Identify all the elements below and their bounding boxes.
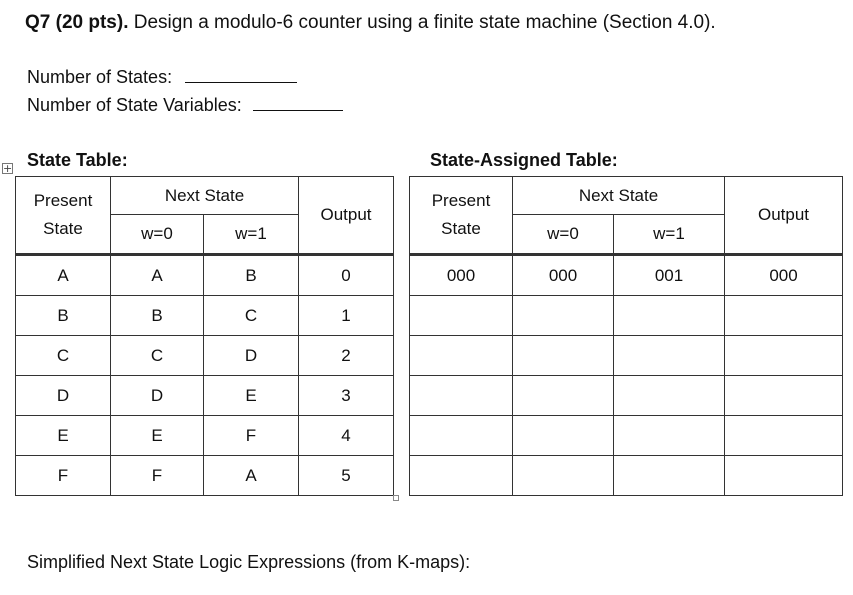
w1-cell: C xyxy=(204,296,299,336)
assigned-table xyxy=(409,176,843,496)
w0-cell: E xyxy=(111,416,204,456)
table-resize-handle[interactable] xyxy=(393,495,399,501)
table-row xyxy=(410,255,843,296)
w1-cell[interactable]: 001 xyxy=(614,255,725,296)
output-cell[interactable] xyxy=(725,416,843,456)
table-row xyxy=(410,296,843,336)
variables-label: Number of State Variables: xyxy=(27,95,242,115)
w1-cell: A xyxy=(204,456,299,496)
state-table xyxy=(15,176,394,496)
present-cell: B xyxy=(16,296,111,336)
output-cell[interactable] xyxy=(725,456,843,496)
output-cell: 2 xyxy=(299,336,394,376)
present-state-header: Present State xyxy=(16,177,111,255)
present-cell[interactable]: 000 xyxy=(410,255,513,296)
output-cell[interactable]: 000 xyxy=(725,255,843,296)
w1-cell: F xyxy=(204,416,299,456)
w1-cell: E xyxy=(204,376,299,416)
output-cell: 5 xyxy=(299,456,394,496)
assigned-next-state-header: Next State xyxy=(513,177,725,215)
logic-expressions-label: Simplified Next State Logic Expressions (from K-maps): xyxy=(27,552,471,572)
present-cell: A xyxy=(16,255,111,296)
states-answer-blank[interactable] xyxy=(185,68,297,83)
table-row xyxy=(16,336,394,376)
states-label: Number of States: xyxy=(27,67,173,87)
w0-cell[interactable] xyxy=(513,456,614,496)
w1-cell[interactable] xyxy=(614,296,725,336)
question-title xyxy=(25,12,716,34)
table-row xyxy=(16,416,394,456)
present-cell[interactable] xyxy=(410,336,513,376)
present-cell[interactable] xyxy=(410,456,513,496)
table-row xyxy=(16,456,394,496)
output-cell[interactable] xyxy=(725,296,843,336)
w0-cell[interactable] xyxy=(513,336,614,376)
w0-header: w=0 xyxy=(111,215,204,255)
output-cell: 3 xyxy=(299,376,394,416)
table-row xyxy=(16,296,394,336)
w0-cell[interactable] xyxy=(513,376,614,416)
output-cell: 0 xyxy=(299,255,394,296)
variables-answer-blank[interactable] xyxy=(253,96,343,111)
w1-cell[interactable] xyxy=(614,376,725,416)
output-cell[interactable] xyxy=(725,376,843,416)
state-table-heading: State Table: xyxy=(27,150,128,170)
question-text: Design a modulo-6 counter using a finite state machine (Section 4.0). xyxy=(133,12,716,33)
present-cell: E xyxy=(16,416,111,456)
table-row xyxy=(16,376,394,416)
state-table-body xyxy=(16,255,394,496)
assigned-w1-header: w=1 xyxy=(614,215,725,255)
present-cell[interactable] xyxy=(410,376,513,416)
w0-cell: B xyxy=(111,296,204,336)
table-row xyxy=(16,255,394,296)
output-header: Output xyxy=(299,177,394,255)
w0-cell: D xyxy=(111,376,204,416)
present-cell: C xyxy=(16,336,111,376)
w0-cell: F xyxy=(111,456,204,496)
w0-cell[interactable] xyxy=(513,416,614,456)
present-cell: D xyxy=(16,376,111,416)
w1-cell: B xyxy=(204,255,299,296)
assigned-present-state-header: Present State xyxy=(410,177,513,255)
w0-cell: C xyxy=(111,336,204,376)
assigned-output-header: Output xyxy=(725,177,843,255)
w1-header: w=1 xyxy=(204,215,299,255)
output-cell[interactable] xyxy=(725,336,843,376)
assigned-table-body xyxy=(410,255,843,496)
present-cell[interactable] xyxy=(410,416,513,456)
table-move-handle-icon[interactable]: + xyxy=(3,162,13,175)
present-cell[interactable] xyxy=(410,296,513,336)
output-cell: 1 xyxy=(299,296,394,336)
table-row xyxy=(410,416,843,456)
w0-cell[interactable]: 000 xyxy=(513,255,614,296)
w0-cell[interactable] xyxy=(513,296,614,336)
w0-cell: A xyxy=(111,255,204,296)
question-label: Q7 (20 pts). xyxy=(25,12,129,33)
w1-cell[interactable] xyxy=(614,336,725,376)
table-row xyxy=(410,456,843,496)
w1-cell[interactable] xyxy=(614,456,725,496)
w1-cell: D xyxy=(204,336,299,376)
table-row xyxy=(410,336,843,376)
variables-field xyxy=(27,95,343,116)
table-row xyxy=(410,376,843,416)
assigned-w0-header: w=0 xyxy=(513,215,614,255)
next-state-header: Next State xyxy=(111,177,299,215)
states-field xyxy=(27,67,297,88)
present-cell: F xyxy=(16,456,111,496)
w1-cell[interactable] xyxy=(614,416,725,456)
output-cell: 4 xyxy=(299,416,394,456)
assigned-table-heading: State-Assigned Table: xyxy=(430,150,618,170)
